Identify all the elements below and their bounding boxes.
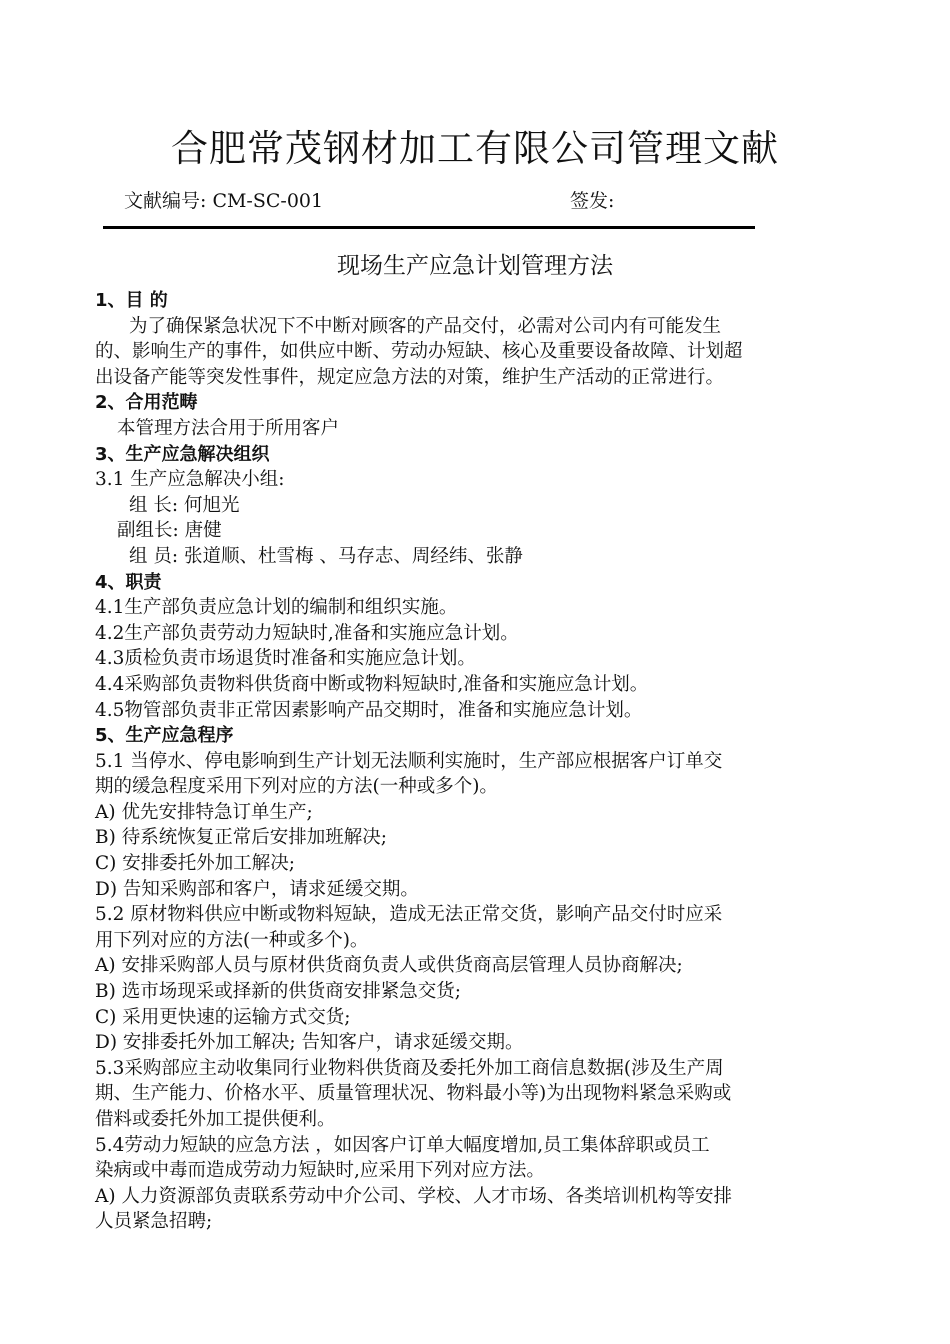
body-line: B) 选市场现采或择新的供货商安排紧急交货; (95, 981, 461, 1003)
body-line: 期、生产能力、价格水平、质量管理状况、物料最小等)为出现物料紧急采购或 (95, 1083, 732, 1105)
body-line: B) 待系统恢复正常后安排加班解决; (95, 827, 387, 849)
body-line: 期的缓急程度采用下列对应的方法(一种或多个)。 (95, 776, 498, 798)
section-heading: 1、目 的 (95, 290, 168, 311)
body-line: D) 告知采购部和客户，请求延缓交期。 (95, 878, 419, 900)
body-line: 本管理方法合用于所用客户 (117, 417, 340, 439)
body-line: 副组长: 唐健 (117, 520, 222, 542)
body-line: A) 人力资源部负责联系劳动中介公司、学校、人才市场、各类培训机构等安排 (95, 1185, 732, 1207)
body-line: 4.4采购部负责物料供货商中断或物料短缺时,准备和实施应急计划。 (95, 673, 649, 695)
body-line: 的、影响生产的事件，如供应中断、劳动办短缺、核心及重要设备故障、计划超 (95, 341, 743, 363)
body-line: A) 优先安排特急订单生产; (95, 801, 313, 823)
section-heading: 3、生产应急解决组织 (95, 443, 270, 465)
doc-title: 现场生产应急计划管理方法 (337, 253, 613, 279)
body-line: 人员紧急招聘; (95, 1211, 213, 1233)
body-line: 组 长: 何旭光 (129, 494, 240, 516)
body-line: 组 员: 张道顺、杜雪梅 、马存志、周经纬、张静 (129, 545, 523, 567)
body-line: 5.1 当停水、停电影响到生产计划无法顺利实施时，生产部应根据客户订单交 (95, 750, 723, 772)
document-body (95, 288, 865, 1235)
body-line: 用下列对应的方法(一种或多个)。 (95, 929, 369, 951)
section-heading: 5、生产应急程序 (95, 725, 234, 747)
section-heading: 2、合用范畴 (95, 392, 198, 414)
body-line: 借料或委托外加工提供便利。 (95, 1109, 336, 1130)
body-line: 染病或中毒而造成劳动力短缺时,应采用下列对应方法。 (95, 1160, 545, 1182)
body-line: 5.3采购部应主动收集同行业物料供货商及委托外加工商信息数据(涉及生产周 (95, 1057, 724, 1079)
body-line: D) 安排委托外加工解决; 告知客户，请求延缓交期。 (95, 1032, 524, 1054)
body-line: 为了确保紧急状况下不中断对顾客的产品交付，必需对公司内有可能发生 (129, 315, 722, 337)
section-heading: 4、职责 (95, 571, 162, 593)
body-line: 3.1 生产应急解决小组: (95, 469, 285, 491)
header-divider (103, 226, 755, 229)
body-line: 4.5物管部负责非正常因素影响产品交期时，准备和实施应急计划。 (95, 699, 643, 721)
body-line: 4.2生产部负责劳动力短缺时,准备和实施应急计划。 (95, 622, 519, 644)
body-line: 4.3质检负责市场退货时准备和实施应急计划。 (95, 648, 476, 670)
body-line: 4.1生产部负责应急计划的编制和组织实施。 (95, 597, 458, 619)
sign-label: 签发: (570, 190, 615, 212)
company-title: 合肥常茂钢材加工有限公司管理文献 (171, 127, 779, 170)
body-line: 5.2 原材物料供应中断或物料短缺，造成无法正常交货，影响产品交付时应采 (95, 904, 723, 926)
body-line: 5.4劳动力短缺的应急方法 ，如因客户订单大幅度增加,员工集体辞职或员工 (95, 1134, 710, 1156)
body-line: C) 安排委托外加工解决; (95, 853, 295, 875)
doc-number: 文献编号: CM-SC-001 (124, 190, 324, 212)
body-line: A) 安排采购部人员与原材供货商负责人或供货商高层管理人员协商解决; (95, 955, 683, 977)
body-line: 出设备产能等突发性事件，规定应急方法的对策，维护生产活动的正常进行。 (95, 366, 725, 388)
body-line: C) 采用更快速的运输方式交货; (95, 1006, 351, 1028)
